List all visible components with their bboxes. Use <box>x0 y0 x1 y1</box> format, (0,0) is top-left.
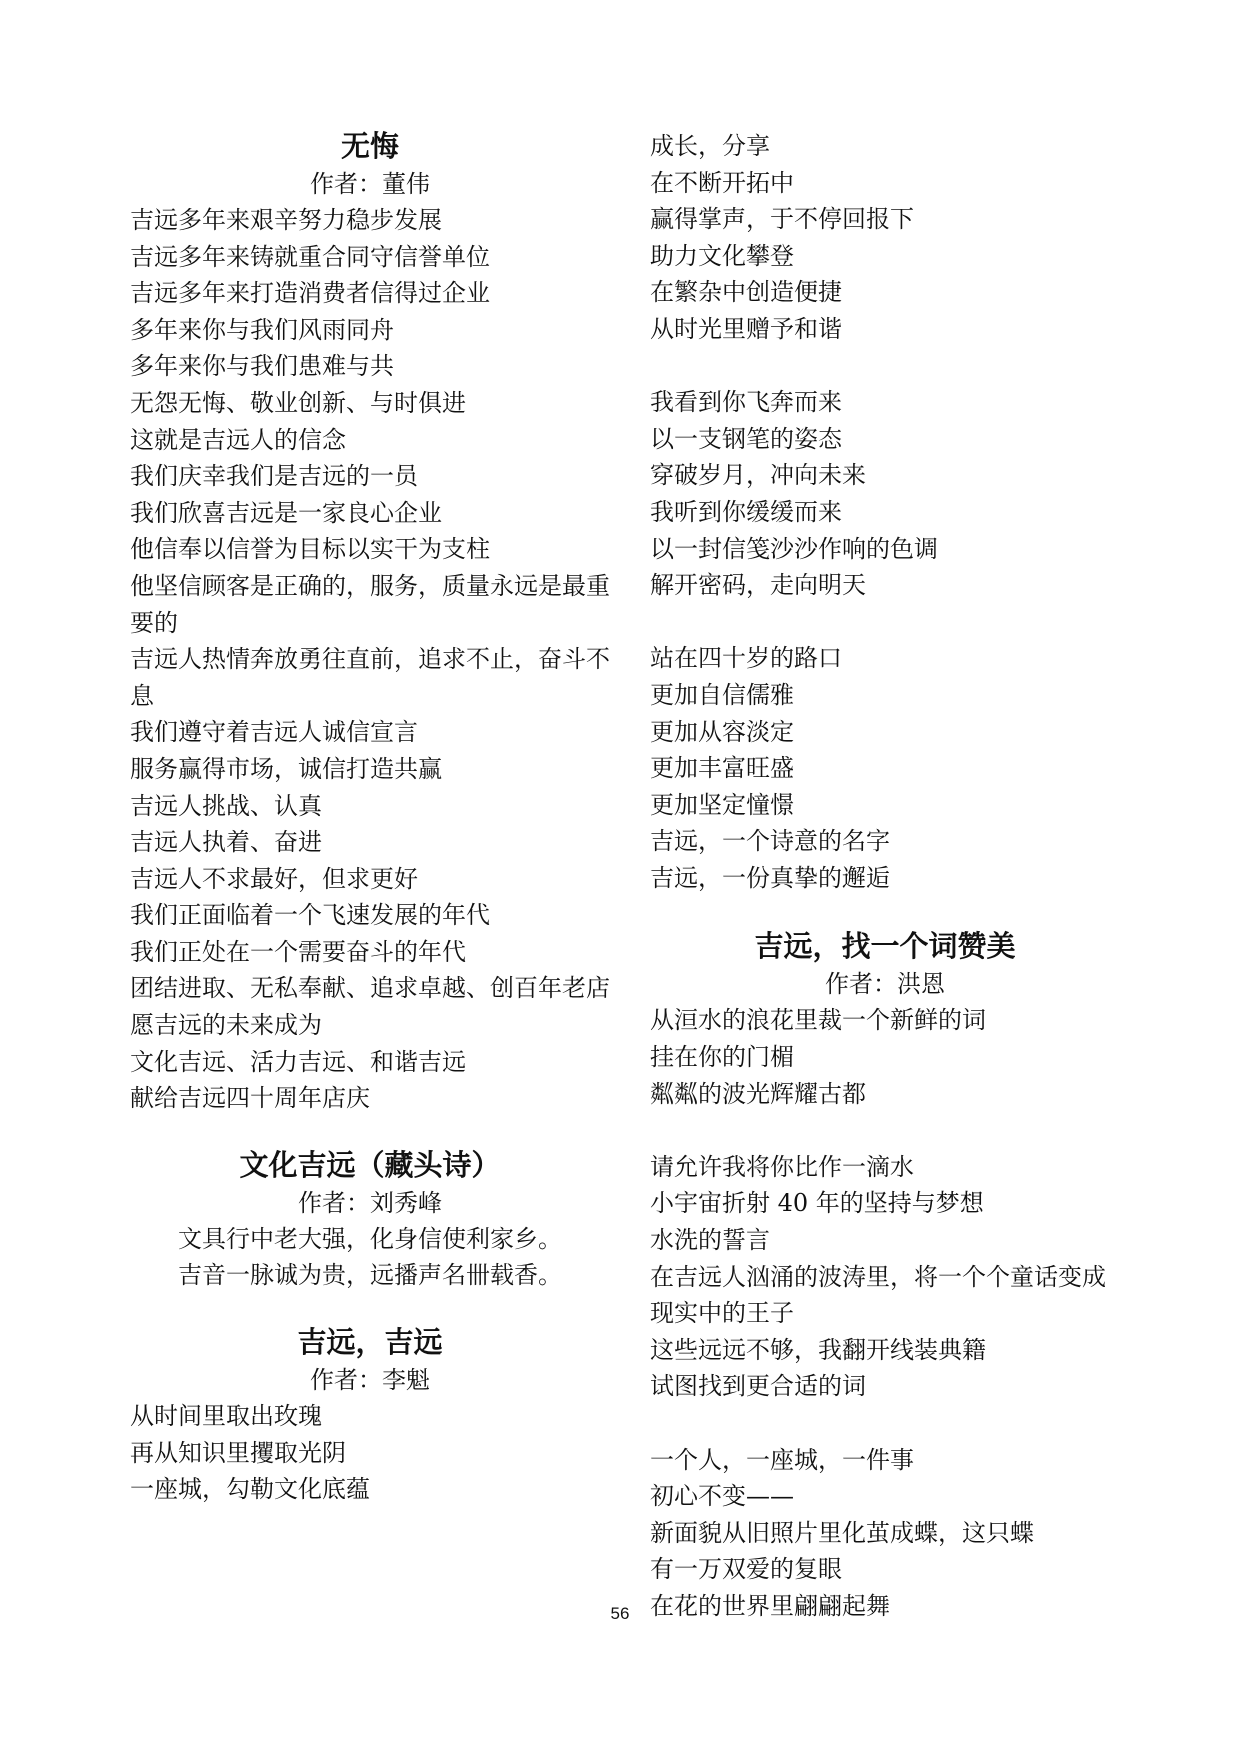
poem-line: 我们遵守着吉远人诚信宣言 <box>130 718 418 747</box>
poem-line: 他坚信顾客是正确的，服务，质量永远是最重要的 <box>130 571 610 637</box>
poem-line: 献给吉远四十周年店庆 <box>130 1084 370 1113</box>
poem-line: 吉远人不求最好，但求更好 <box>130 864 418 893</box>
poem-line: 我们正面临着一个飞速发展的年代 <box>130 901 490 930</box>
poem-line: 从洹水的浪花里裁一个新鲜的词 <box>650 1006 986 1035</box>
poem-line: 成长，分享 <box>650 132 770 160</box>
poem-line: 在不断开拓中 <box>650 168 794 197</box>
poem-line: 以一支钢笔的姿态 <box>650 424 842 453</box>
poem-line: 以一封信笺沙沙作响的色调 <box>650 534 938 563</box>
poem-line: 我们庆幸我们是吉远的一员 <box>130 462 418 491</box>
poem-author: 作者：李魁 <box>310 1366 430 1395</box>
poem-line: 挂在你的门楣 <box>650 1043 794 1072</box>
poem-line: 穿破岁月，冲向未来 <box>650 461 866 490</box>
stanza-gap <box>650 604 1120 641</box>
poem-line: 小宇宙折射 40 年的坚持与梦想 <box>650 1189 984 1218</box>
poem-line: 解开密码，走向明天 <box>650 571 866 600</box>
poem-line: 吉远，一个诗意的名字 <box>650 827 890 856</box>
poem-title: 无悔 <box>340 129 399 163</box>
poem-author: 作者：洪恩 <box>825 970 945 999</box>
poem-line: 这些远远不够，我翻开线装典籍 <box>650 1335 986 1364</box>
poem-line: 我听到你缓缓而来 <box>650 497 842 526</box>
poem-line: 粼粼的波光辉耀古都 <box>650 1079 866 1108</box>
poem-line: 他信奉以信誉为目标以实干为支柱 <box>130 535 490 564</box>
poem-line: 水洗的誓言 <box>650 1226 770 1255</box>
poem-line: 更加丰富旺盛 <box>650 754 794 783</box>
poem-author: 作者：刘秀峰 <box>298 1188 442 1217</box>
poem-line: 愿吉远的未来成为 <box>130 1011 322 1040</box>
poem-line: 助力文化攀登 <box>650 241 794 270</box>
page-number: 56 <box>610 1604 630 1623</box>
poem-line: 赢得掌声，于不停回报下 <box>650 205 914 234</box>
poem-line: 服务赢得市场，诚信打造共赢 <box>130 754 442 783</box>
poem-line: 多年来你与我们风雨同舟 <box>130 315 394 344</box>
poem-line: 吉远，一份真挚的邂逅 <box>650 863 890 892</box>
poem-line: 我们欣喜吉远是一家良心企业 <box>130 498 442 527</box>
poem-line: 文化吉远、活力吉远、和谐吉远 <box>130 1047 466 1076</box>
poem-line: 有一万双爱的复眼 <box>650 1555 842 1584</box>
poem-line: 试图找到更合适的词 <box>650 1372 866 1401</box>
poem-title: 文化吉远（藏头诗） <box>239 1147 501 1182</box>
stanza-gap <box>650 1112 1120 1149</box>
poem-line: 更加从容淡定 <box>650 717 794 746</box>
poem-line: 一座城，勾勒文化底蕴 <box>130 1475 370 1504</box>
stanza-gap <box>650 1405 1120 1442</box>
poem-line: 更加自信儒雅 <box>650 680 794 709</box>
poem-line: 这就是吉远人的信念 <box>130 425 346 454</box>
right-column <box>650 128 1120 1625</box>
poem-line: 在吉远人汹涌的波涛里，将一个个童话变成现实中的王子 <box>650 1262 1106 1328</box>
poem-title: 吉远，吉远 <box>297 1325 443 1360</box>
poem-line: 从时间里取出玫瑰 <box>130 1402 322 1431</box>
poem-line: 吉音一脉诚为贵，远播声名卌载香。 <box>178 1261 562 1290</box>
poem-line: 我看到你飞奔而来 <box>650 388 842 417</box>
stanza-gap <box>650 348 1120 385</box>
poem-line: 站在四十岁的路口 <box>650 644 842 673</box>
poem-line: 一个人，一座城，一件事 <box>650 1445 914 1474</box>
poem-line: 更加坚定憧憬 <box>650 790 794 819</box>
poem-line: 请允许我将你比作一滴水 <box>650 1152 914 1181</box>
poem-line: 多年来你与我们患难与共 <box>130 352 394 381</box>
poem-line: 吉远人挑战、认真 <box>130 791 322 820</box>
poem-line: 无怨无悔、敬业创新、与时俱进 <box>130 388 466 417</box>
poem-line: 吉远人执着、奋进 <box>130 828 322 857</box>
poem-line: 在花的世界里翩翩起舞 <box>650 1591 890 1620</box>
poem-line: 再从知识里攫取光阴 <box>130 1438 346 1467</box>
poem-title: 吉远，找一个词赞美 <box>754 929 1016 964</box>
poem-line: 吉远人热情奔放勇往直前，追求不止，奋斗不息 <box>130 645 610 710</box>
poem-line: 吉远多年来打造消费者信得过企业 <box>130 279 490 308</box>
poem-line: 团结进取、无私奉献、追求卓越、创百年老店 <box>130 974 610 1003</box>
poem-author: 作者：董伟 <box>310 170 430 198</box>
poem-line: 文具行中老大强，化身信使利家乡。 <box>178 1224 562 1253</box>
poem-line: 在繁杂中创造便捷 <box>650 278 842 307</box>
poem-line: 吉远多年来艰辛努力稳步发展 <box>130 206 442 234</box>
poem-line: 初心不变—— <box>650 1482 794 1511</box>
left-column <box>130 126 610 1508</box>
poem-line: 新面貌从旧照片里化茧成蝶，这只蝶 <box>650 1518 1034 1547</box>
poem-line: 从时光里赠予和谐 <box>650 314 842 343</box>
poem-line: 我们正处在一个需要奋斗的年代 <box>130 937 466 966</box>
poem-line: 吉远多年来铸就重合同守信誉单位 <box>130 242 490 271</box>
